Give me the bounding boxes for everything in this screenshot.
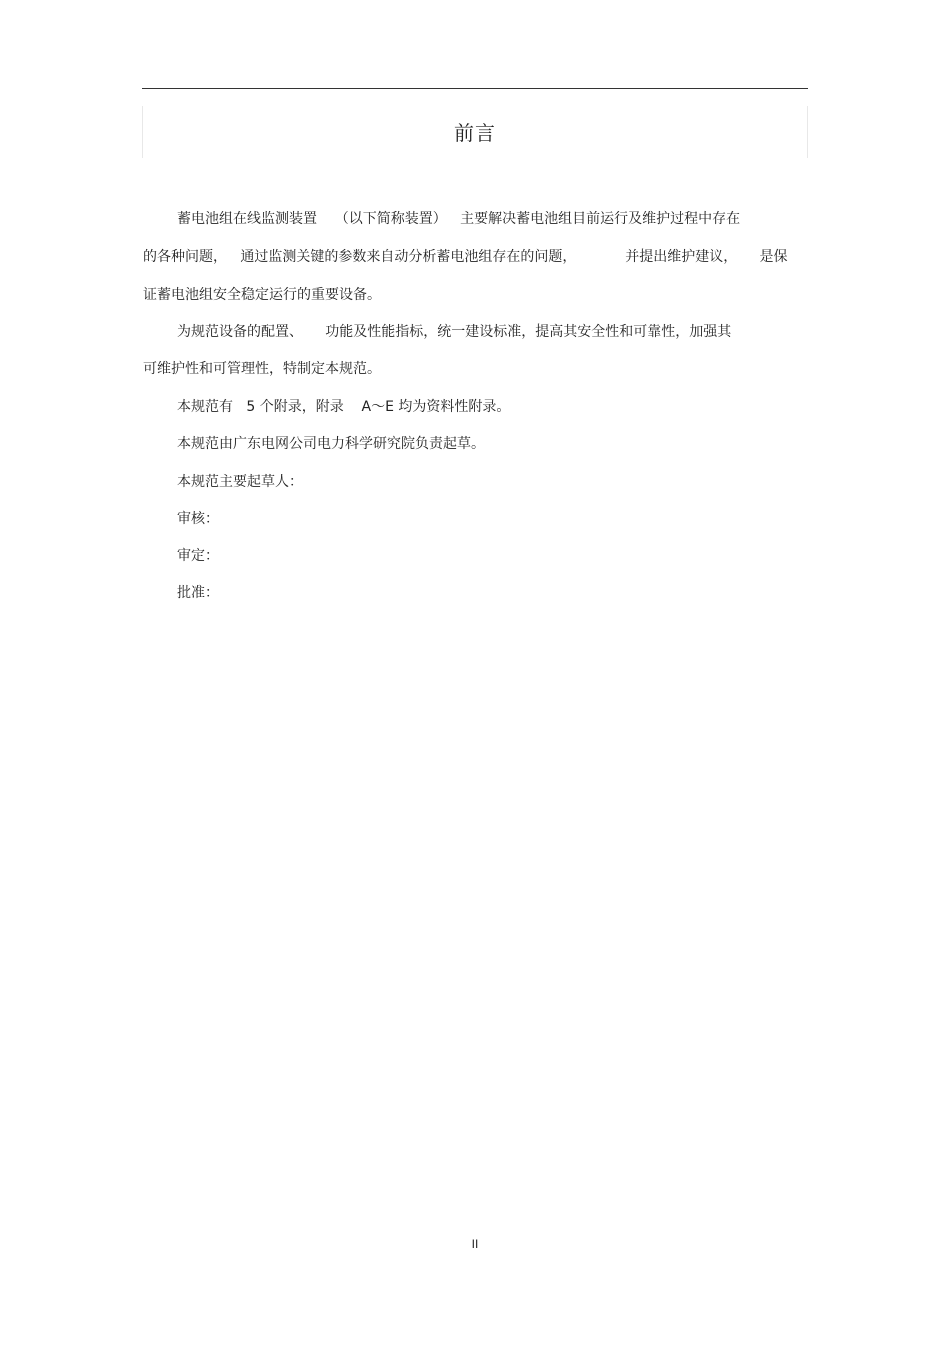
- appendix-note: 本规范有 5 个附录，附录 A～E 均为资料性附录。: [177, 399, 511, 415]
- drafting-organization: 本规范由广东电网公司电力科学研究院负责起草。: [177, 436, 485, 452]
- paragraph-line-1: 蓄电池组在线监测装置 （以下简称装置） 主要解决蓄电池组目前运行及维护过程中存在: [177, 211, 741, 227]
- page-number: II: [471, 1237, 479, 1251]
- paragraph-line-2: 的各种问题， 通过监测关键的参数来自动分析蓄电池组存在的问题， 并提出维护建议， 是保: [143, 249, 788, 265]
- approval-review-label: 审定：: [177, 548, 219, 564]
- approval-label: 批准：: [177, 585, 219, 601]
- paragraph-line-4: 为规范设备的配置、 功能及性能指标，统一建设标准，提高其安全性和可靠性，加强其: [177, 324, 732, 340]
- paragraph-line-5: 可维护性和可管理性，特制定本规范。: [143, 361, 381, 377]
- paragraph-line-3: 证蓄电池组安全稳定运行的重要设备。: [143, 287, 381, 303]
- review-label: 审核：: [177, 511, 219, 527]
- header-rule: [142, 88, 808, 89]
- page-title: 前言: [454, 121, 496, 145]
- drafters-label: 本规范主要起草人：: [177, 474, 303, 490]
